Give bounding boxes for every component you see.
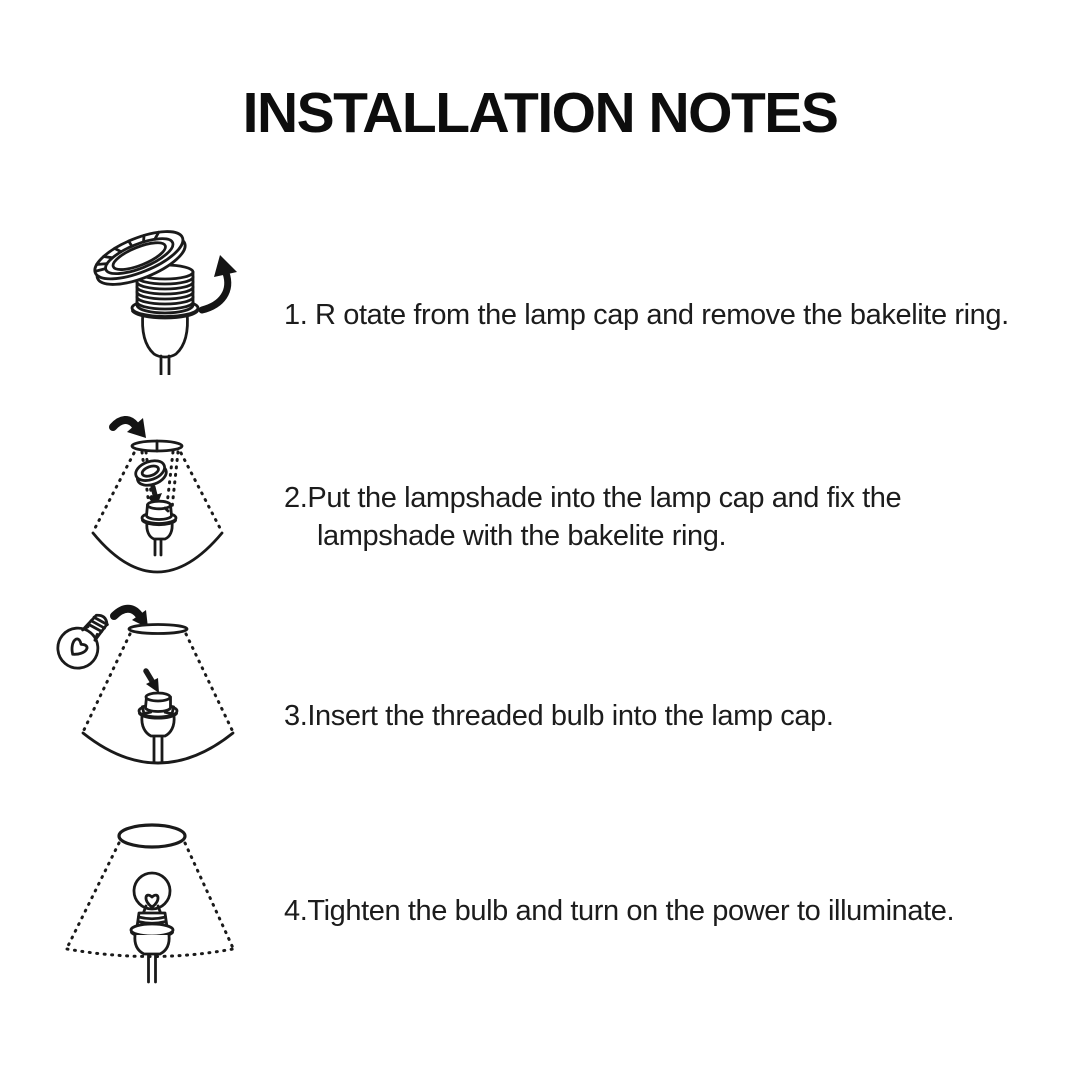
step-2-text [284,479,939,555]
step-3-illustration [35,600,285,785]
insert-arrow-icon [113,418,146,438]
step-4-illustration [55,810,285,1000]
lamp-socket [139,693,177,762]
step-4-number: 4. [284,895,308,927]
step-1-label: R otate from the lamp cap and remove the bakelite ring. [307,299,1009,331]
light-bulb-icon [50,604,120,676]
lamp-socket [131,913,173,982]
step-3-text [284,697,834,735]
step-4-text [284,892,954,930]
step-1-number: 1. [284,299,308,331]
step-1-illustration [90,215,290,375]
step-3-number: 3. [284,700,308,732]
step-4-label: Tighten the bulb and turn on the power to illuminate. [307,895,955,927]
page-title: INSTALLATION NOTES [242,81,838,145]
down-arrow-icon [146,671,159,693]
light-bulb-icon [134,873,170,914]
step-2-number: 2. [284,482,308,514]
lamp-socket [142,501,176,555]
lamp-socket [132,265,198,375]
step-1-text [284,296,1009,334]
step-3-label: Insert the threaded bulb into the lamp cap. [307,700,834,732]
bakelite-ring-icon [133,457,169,489]
step-2-label: Put the lampshade into the lamp cap and fix the lampshade with the bakelite ring. [307,482,902,552]
rotate-arrow-icon [202,255,237,310]
step-2-illustration [55,405,285,590]
